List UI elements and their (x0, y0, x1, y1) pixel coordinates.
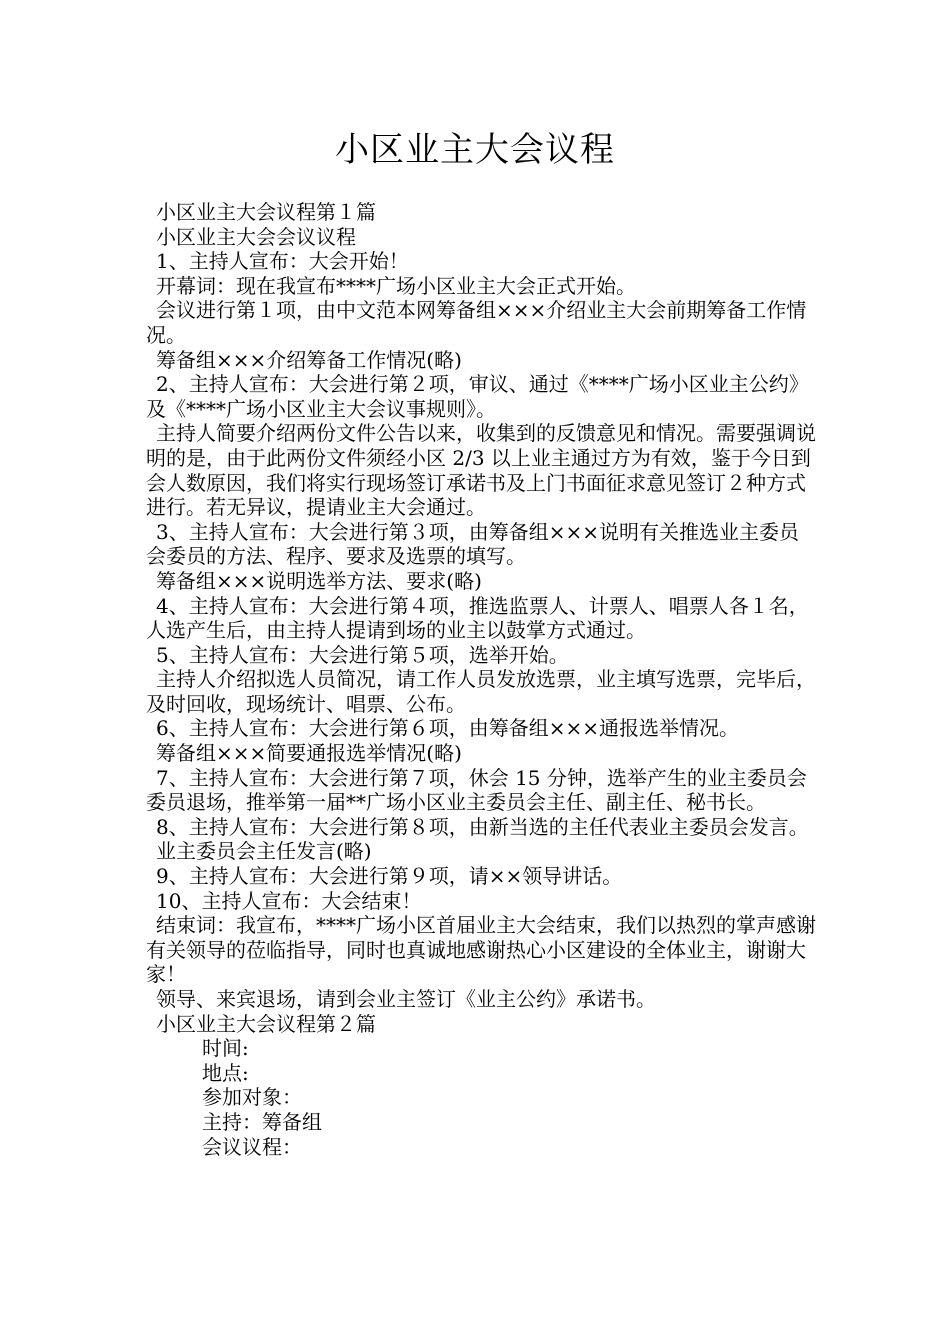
paragraph: 10、主持人宣布：大会结束！ (156, 888, 422, 913)
paragraph: 主持人介绍拟选人员简况，请工作人员发放选票，业主填写选票，完毕后，及时回收，现场统计、唱票、公布。 (146, 667, 816, 716)
paragraph: 小区业主大会议程第１篇 (156, 200, 376, 224)
paragraph: 筹备组×××说明选举方法、要求(略) (156, 568, 482, 593)
paragraph: 主持人简要介绍两份文件公告以来，收集到的反馈意见和情况。需要强调说明的是，由于此两份文件须经小区 2/3 以上业主通过方为有效，鉴于今日到会人数原因，我们将实行现场签订承诺书及上门书面征求意见签订２种方式进行。若无异议，提请业主大会通过。 (146, 421, 816, 520)
paragraph: 8、主持人宣布：大会进行第８项，由新当选的主任代表业主委员会发言。 (156, 814, 809, 839)
paragraph: 会议议程： (202, 1134, 302, 1159)
paragraph: 2、主持人宣布：大会进行第２项，审议、通过《****广场小区业主公约》及《****广场小区业主大会议事规则》。 (146, 372, 809, 421)
paragraph: 4、主持人宣布：大会进行第４项，推选监票人、计票人、唱票人各１名，人选产生后，由主持人提请到场的业主以鼓掌方式通过。 (146, 593, 809, 643)
paragraph: 会议进行第１项，由中文范本网筹备组×××介绍业主大会前期筹备工作情况。 (146, 298, 807, 347)
paragraph: 1、主持人宣布：大会开始！ (156, 249, 409, 274)
paragraph: 3、主持人宣布：大会进行第３项，由筹备组×××说明有关推选业主委员会委员的方法、程序、要求及选票的填写。 (146, 519, 799, 569)
paragraph: 参加对象： (202, 1085, 302, 1110)
paragraph: 地点: (202, 1060, 249, 1085)
paragraph: 小区业主大会议程第２篇 (156, 1011, 376, 1036)
paragraph: 领导、来宾退场，请到会业主签订《业主公约》承诺书。 (156, 987, 656, 1011)
paragraph: 小区业主大会会议议程 (156, 224, 356, 249)
paragraph: 筹备组×××简要通报选举情况(略) (156, 741, 462, 766)
paragraph: 结束词：我宣布，****广场小区首届业主大会结束，我们以热烈的掌声感谢有关领导的莅临指导，同时也真诚地感谢热心小区建设的全体业主，谢谢大家！ (146, 913, 816, 987)
paragraph: 7、主持人宣布：大会进行第７项，休会 15 分钟，选举产生的业主委员会委员退场，推举第一届**广场小区业主委员会主任、副主任、秘书长。 (146, 765, 807, 815)
paragraph: 主持：筹备组 (202, 1109, 322, 1134)
paragraph: 5、主持人宣布：大会进行第５项，选举开始。 (156, 642, 569, 667)
paragraph: 业主委员会主任发言(略) (156, 839, 372, 864)
paragraph: 9、主持人宣布：大会进行第９项，请××领导讲话。 (156, 864, 623, 889)
paragraph: 时间: (202, 1036, 249, 1061)
document-title: 小区业主大会议程 (335, 130, 615, 170)
paragraph: 6、主持人宣布：大会进行第６项，由筹备组×××通报选举情况。 (156, 716, 739, 741)
document-body (146, 200, 816, 1159)
paragraph: 筹备组×××介绍筹备工作情况(略) (156, 347, 462, 372)
paragraph: 开幕词：现在我宣布****广场小区业主大会正式开始。 (156, 273, 636, 298)
